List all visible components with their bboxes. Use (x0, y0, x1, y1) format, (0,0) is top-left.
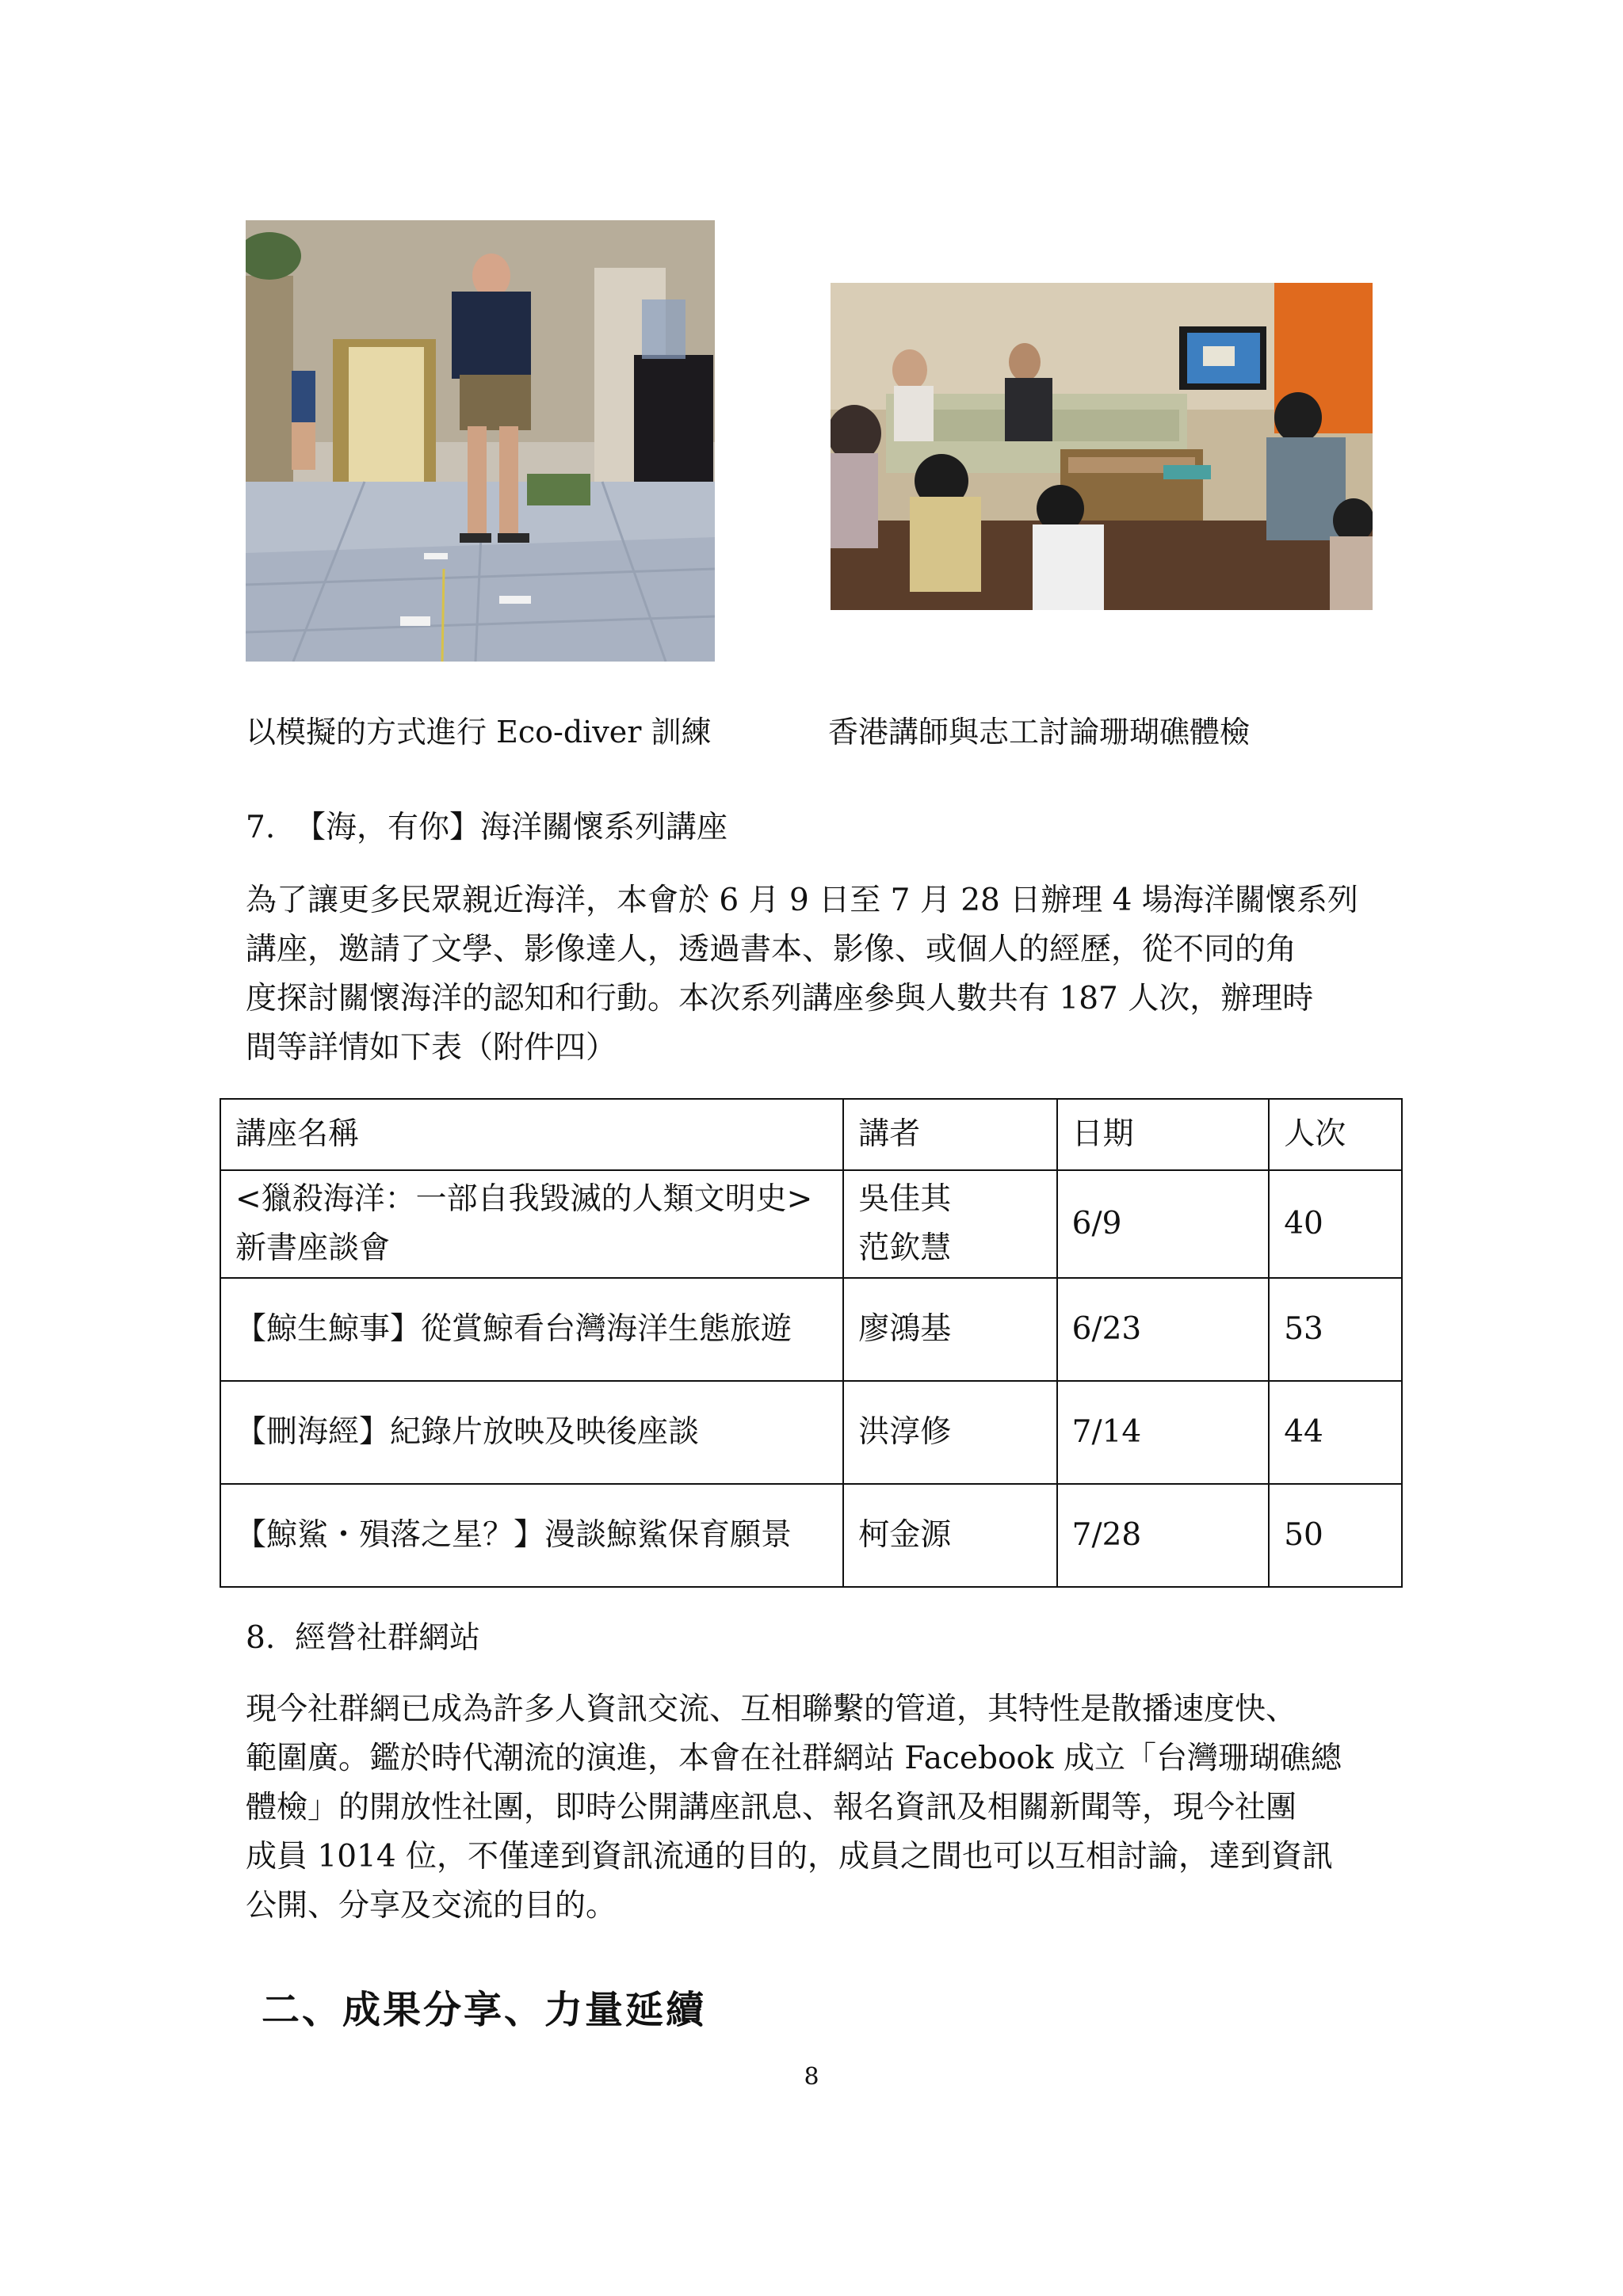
paragraph-line: 度探討關懷海洋的認知和行動。本次系列講座參與人數共有 187 人次，辦理時 (246, 981, 1314, 1016)
speaker-cell: 廖鴻基 (843, 1278, 1056, 1381)
attendance-cell: 40 (1269, 1170, 1402, 1278)
lecture-name-cell: 【刪海經】紀錄片放映及映後座談 (220, 1381, 843, 1484)
paragraph-line: 體檢」的開放性社團，即時公開講座訊息、報名資訊及相關新聞等，現今社團 (246, 1790, 1297, 1825)
photo-caption-discussion: 香港講師與志工討論珊瑚礁體檢 (828, 715, 1251, 749)
speaker-name: 吳佳其 (858, 1181, 952, 1217)
section-7-paragraph (246, 876, 1384, 1073)
table-row (220, 1381, 1402, 1484)
lecture-name-line: 新書座談會 (235, 1230, 391, 1266)
speaker-name: 范欽慧 (858, 1230, 952, 1266)
date-cell: 7/14 (1057, 1381, 1270, 1484)
lecture-name-cell: 【鯨鯊・殞落之星？】漫談鯨鯊保育願景 (220, 1484, 843, 1587)
speaker-cell: 洪淳修 (843, 1381, 1056, 1484)
paragraph-line: 成員 1014 位，不僅達到資訊流通的目的，成員之間也可以互相討論，達到資訊 (246, 1839, 1334, 1875)
lecture-name-cell (220, 1170, 843, 1278)
section-title: 二、成果分享、力量延續 (262, 1988, 707, 2032)
speaker-cell (843, 1170, 1056, 1278)
lecture-table (220, 1098, 1403, 1588)
lecture-name-line: <獵殺海洋：一部自我毀滅的人類文明史> (235, 1181, 813, 1217)
attendance-cell: 53 (1269, 1278, 1402, 1381)
coral-reef-discussion-photo (831, 283, 1373, 610)
date-cell: 6/9 (1057, 1170, 1270, 1278)
lecture-name-cell: 【鯨生鯨事】從賞鯨看台灣海洋生態旅遊 (220, 1278, 843, 1381)
paragraph-line: 現今社群網已成為許多人資訊交流、互相聯繫的管道，其特性是散播速度快、 (246, 1691, 1297, 1727)
header-speaker: 講者 (843, 1099, 1056, 1170)
photo-caption-training: 以模擬的方式進行 Eco-diver 訓練 (246, 715, 712, 749)
paragraph-line: 為了讓更多民眾親近海洋，本會於 6 月 9 日至 7 月 28 日辦理 4 場海洋關懷系列 (246, 883, 1358, 918)
attendance-cell: 44 (1269, 1381, 1402, 1484)
section-8-paragraph (246, 1685, 1384, 1931)
paragraph-line: 講座，邀請了文學、影像達人，透過書本、影像、或個人的經歷，從不同的角 (246, 932, 1297, 967)
eco-diver-training-photo (246, 220, 715, 662)
header-lecture-name: 講座名稱 (220, 1099, 843, 1170)
paragraph-line: 間等詳情如下表（附件四） (246, 1030, 617, 1066)
speaker-cell: 柯金源 (843, 1484, 1056, 1587)
table-row (220, 1278, 1402, 1381)
table-row (220, 1170, 1402, 1278)
paragraph-line: 公開、分享及交流的目的。 (246, 1888, 617, 1924)
table-header-row (220, 1099, 1402, 1170)
section-8-heading: 8. 經營社群網站 (246, 1620, 481, 1656)
page-number: 8 (804, 2063, 819, 2091)
attendance-cell: 50 (1269, 1484, 1402, 1587)
date-cell: 7/28 (1057, 1484, 1270, 1587)
header-attendance: 人次 (1269, 1099, 1402, 1170)
table-row (220, 1484, 1402, 1587)
paragraph-line: 範圍廣。鑑於時代潮流的演進，本會在社群網站 Facebook 成立「台灣珊瑚礁總 (246, 1741, 1342, 1776)
date-cell: 6/23 (1057, 1278, 1270, 1381)
section-7-heading: 7. 【海，有你】海洋關懷系列講座 (246, 810, 728, 845)
header-date: 日期 (1057, 1099, 1270, 1170)
